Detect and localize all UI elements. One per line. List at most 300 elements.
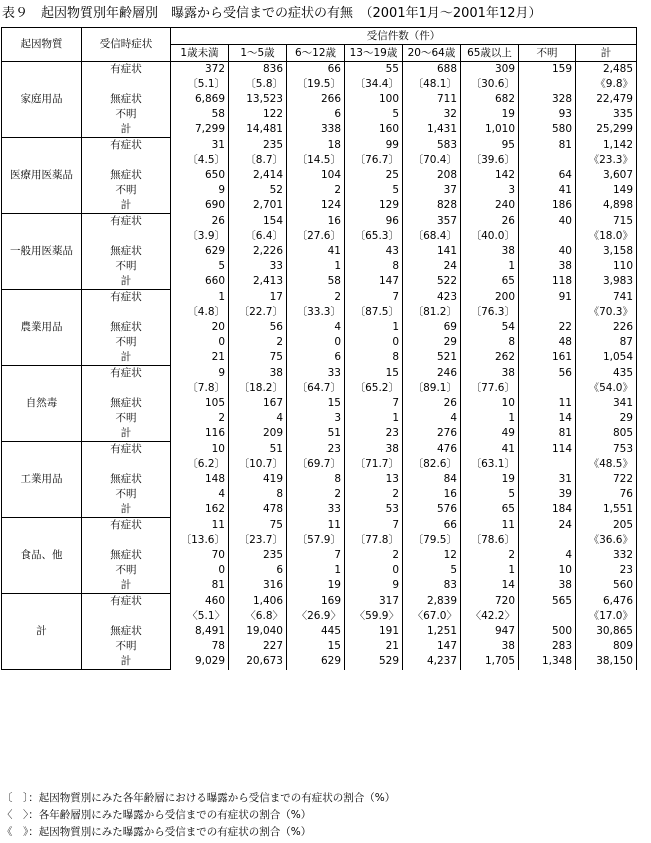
cell-value: 7 <box>392 290 399 303</box>
cell-value: 629 <box>204 244 225 257</box>
cell-value: 688 <box>436 63 457 75</box>
cell-value: 2 <box>508 548 515 561</box>
cell-value: 49 <box>501 426 515 439</box>
cell-value: 56 <box>558 366 572 379</box>
cell-value: 583 <box>436 138 457 151</box>
cell-value <box>519 229 572 244</box>
value-cell <box>229 594 287 670</box>
cell-value: 24 <box>558 518 572 531</box>
category-label: 医療用医薬品 <box>2 138 82 214</box>
cell-value: 147 <box>378 274 399 287</box>
cell-value: 96 <box>385 214 399 227</box>
header-age: 13～19歳 <box>345 45 403 62</box>
symptom-label <box>82 381 170 396</box>
cell-value: 114 <box>551 442 572 455</box>
value-cell <box>229 442 287 518</box>
cell-value: 〔18.2〕 <box>238 381 283 394</box>
cell-value: 33 <box>327 366 341 379</box>
cell-value: 《18.0》 <box>588 229 633 242</box>
cell-value: 8,491 <box>194 624 225 637</box>
value-cell <box>576 214 637 290</box>
cell-value: 2,226 <box>252 244 283 257</box>
cell-value: 84 <box>443 472 457 485</box>
value-cell <box>403 366 461 442</box>
cell-value: 〔70.4〕 <box>412 153 457 166</box>
cell-value: 38,150 <box>596 654 633 667</box>
cell-value: 8 <box>392 350 399 363</box>
category-label: 食品、他 <box>2 518 82 594</box>
cell-value: 4,898 <box>602 198 633 211</box>
cell-value: 〈6.8〉 <box>245 609 283 622</box>
cell-value: 317 <box>378 594 399 607</box>
value-cell <box>345 138 403 214</box>
cell-value: 2,701 <box>252 198 283 211</box>
cell-value: 13 <box>385 472 399 485</box>
cell-value: 629 <box>320 654 341 667</box>
cell-value: 38 <box>501 366 515 379</box>
cell-value: 660 <box>204 274 225 287</box>
cell-value: 445 <box>320 624 341 637</box>
value-cell <box>345 594 403 670</box>
cell-value: 56 <box>269 320 283 333</box>
category-label: 家庭用品 <box>2 62 82 138</box>
cell-value: 〔6.2〕 <box>187 457 225 470</box>
cell-value: 14,481 <box>246 123 283 135</box>
cell-value: 235 <box>262 548 283 561</box>
cell-value: 148 <box>204 472 225 485</box>
cell-value: 2 <box>392 487 399 500</box>
value-cell <box>171 62 229 138</box>
value-cell <box>287 214 345 290</box>
cell-value: 0 <box>392 563 399 576</box>
cell-value: 83 <box>443 578 457 591</box>
cell-value: 149 <box>612 183 633 196</box>
symptom-label: 計 <box>120 503 132 515</box>
cell-value <box>519 457 572 472</box>
cell-value: 65 <box>501 502 515 515</box>
category-label: 農業用品 <box>2 290 82 366</box>
cell-value: 7 <box>392 396 399 409</box>
value-cell <box>403 290 461 366</box>
cell-value: 2,414 <box>252 168 283 181</box>
cell-value: 《9.8》 <box>595 78 633 90</box>
symptom-label <box>82 229 170 244</box>
symptom-labels <box>82 366 171 442</box>
cell-value: 266 <box>320 93 341 105</box>
cell-value: 124 <box>320 198 341 211</box>
cell-value: 1 <box>334 563 341 576</box>
cell-value: 1 <box>508 259 515 272</box>
value-cell <box>229 366 287 442</box>
cell-value: 〔76.7〕 <box>354 153 399 166</box>
cell-value: 11 <box>558 396 572 409</box>
cell-value: 2 <box>276 335 283 348</box>
cell-value: 58 <box>327 274 341 287</box>
cell-value: 17 <box>269 290 283 303</box>
cell-value: 81 <box>558 426 572 439</box>
cell-value: 650 <box>204 168 225 181</box>
cell-value: 460 <box>204 594 225 607</box>
cell-value: 2,839 <box>426 594 457 607</box>
cell-value: 41 <box>558 183 572 196</box>
cell-value: 805 <box>612 426 633 439</box>
value-cell <box>345 62 403 138</box>
symptom-label: 計 <box>120 351 132 363</box>
value-cell <box>287 366 345 442</box>
cell-value: 7,299 <box>194 123 225 135</box>
cell-value: 3,607 <box>602 168 633 181</box>
cell-value: 711 <box>436 93 457 105</box>
value-cell <box>576 442 637 518</box>
cell-value: 《23.3》 <box>588 153 633 166</box>
cell-value: 〔14.5〕 <box>296 153 341 166</box>
cell-value: 9,029 <box>194 654 225 667</box>
cell-value: 〔57.9〕 <box>296 533 341 546</box>
cell-value: 6,476 <box>602 594 633 607</box>
table-row <box>2 62 637 138</box>
cell-value: 55 <box>385 63 399 75</box>
cell-value: 11 <box>327 518 341 531</box>
cell-value: 4 <box>218 487 225 500</box>
cell-value: 58 <box>211 108 225 120</box>
cell-value: 38 <box>269 366 283 379</box>
cell-value: 722 <box>612 472 633 485</box>
symptom-labels <box>82 442 171 518</box>
cell-value: 70 <box>211 548 225 561</box>
cell-value: 19 <box>501 472 515 485</box>
cell-value: 〔40.0〕 <box>470 229 515 242</box>
cell-value: 26 <box>443 396 457 409</box>
note-bracket: 〔 〕：起因物質別にみた各年齢層における曝露から受信までの有症状の割合（%） <box>2 792 396 804</box>
cell-value: 16 <box>443 487 457 500</box>
cell-value: 162 <box>204 502 225 515</box>
value-cell <box>229 138 287 214</box>
cell-value: 〈26.9〉 <box>296 609 341 622</box>
cell-value: 26 <box>501 214 515 227</box>
cell-value: 81 <box>558 138 572 151</box>
symptom-label: 有症状 <box>110 519 142 531</box>
cell-value: 521 <box>436 350 457 363</box>
cell-value: 208 <box>436 168 457 181</box>
cell-value: 2,413 <box>252 274 283 287</box>
cell-value <box>519 153 572 168</box>
cell-value: 21 <box>385 639 399 652</box>
cell-value: 6,869 <box>194 93 225 105</box>
cell-value: 328 <box>551 93 572 105</box>
symptom-label <box>82 609 170 624</box>
cell-value: 4 <box>276 411 283 424</box>
cell-value: 580 <box>551 123 572 135</box>
cell-value: 41 <box>501 442 515 455</box>
cell-value: 64 <box>558 168 572 181</box>
cell-value: 38 <box>501 244 515 257</box>
cell-value: 95 <box>501 138 515 151</box>
cell-value: 335 <box>612 108 633 120</box>
cell-value: 419 <box>262 472 283 485</box>
cell-value: 〔13.6〕 <box>180 533 225 546</box>
symptom-label: 無症状 <box>110 473 142 485</box>
cell-value: 〔22.7〕 <box>238 305 283 318</box>
value-cell <box>287 442 345 518</box>
value-cell <box>345 366 403 442</box>
cell-value: 65 <box>501 274 515 287</box>
cell-value: 31 <box>211 138 225 151</box>
value-cell <box>576 290 637 366</box>
cell-value: 〔8.7〕 <box>245 153 283 166</box>
value-cell <box>403 62 461 138</box>
value-cell <box>461 214 519 290</box>
cell-value: 309 <box>494 63 515 75</box>
cell-value: 99 <box>385 138 399 151</box>
cell-value: 38 <box>385 442 399 455</box>
cell-value: 0 <box>392 335 399 348</box>
cell-value: 3,983 <box>602 274 633 287</box>
cell-value: 38 <box>558 259 572 272</box>
cell-value: 51 <box>269 442 283 455</box>
value-cell <box>576 518 637 594</box>
symptom-label: 計 <box>120 427 132 439</box>
symptom-label: 不明 <box>115 640 137 652</box>
cell-value: 40 <box>558 214 572 227</box>
cell-value: 167 <box>262 396 283 409</box>
cell-value: 22 <box>558 320 572 333</box>
cell-value: 〔5.8〕 <box>245 78 283 90</box>
value-cell <box>461 62 519 138</box>
cell-value: 23 <box>327 442 341 455</box>
table-row <box>2 290 637 366</box>
category-label: 工業用品 <box>2 442 82 518</box>
symptom-label: 計 <box>120 655 132 667</box>
cell-value: 6 <box>334 350 341 363</box>
cell-value: 54 <box>501 320 515 333</box>
cell-value: 〔48.1〕 <box>412 78 457 90</box>
cell-value: 105 <box>204 396 225 409</box>
symptom-label: 無症状 <box>110 169 142 181</box>
header-age: 1～5歳 <box>229 45 287 62</box>
cell-value: 14 <box>501 578 515 591</box>
value-cell <box>403 214 461 290</box>
symptom-label <box>82 77 170 92</box>
cell-value: 37 <box>443 183 457 196</box>
cell-value: 25,299 <box>596 123 633 135</box>
cell-value: 7 <box>392 518 399 531</box>
value-cell <box>171 518 229 594</box>
cell-value: 19 <box>501 108 515 120</box>
cell-value: 〔30.6〕 <box>470 78 515 90</box>
cell-value: 75 <box>269 350 283 363</box>
cell-value: 91 <box>558 290 572 303</box>
header-age: 20～64歳 <box>403 45 461 62</box>
category-label: 計 <box>2 594 82 670</box>
cell-value: 186 <box>551 198 572 211</box>
symptom-labels <box>82 214 171 290</box>
header-age: 1歳未満 <box>171 45 229 62</box>
cell-value: 《54.0》 <box>588 381 633 394</box>
cell-value: 21 <box>211 350 225 363</box>
cell-value: 48 <box>558 335 572 348</box>
cell-value: 33 <box>269 259 283 272</box>
cell-value: 〔76.3〕 <box>470 305 515 318</box>
cell-value: 33 <box>327 502 341 515</box>
cell-value: 〔3.9〕 <box>187 229 225 242</box>
cell-value: 9 <box>218 183 225 196</box>
cell-value: 2 <box>392 548 399 561</box>
cell-value: 0 <box>334 335 341 348</box>
cell-value: 75 <box>269 518 283 531</box>
cell-value: 3 <box>508 183 515 196</box>
cell-value: 〔33.3〕 <box>296 305 341 318</box>
table-title: 表９ 起因物質別年齢層別 曝露から受信までの症状の有無 （2001年1月～2001年12月） <box>2 6 542 21</box>
symptom-label: 計 <box>120 579 132 591</box>
cell-value: 51 <box>327 426 341 439</box>
cell-value: 11 <box>501 518 515 531</box>
symptom-label: 有症状 <box>110 63 142 75</box>
cell-value: 〔23.7〕 <box>238 533 283 546</box>
cell-value: 5 <box>392 183 399 196</box>
cell-value: 435 <box>612 366 633 379</box>
cell-value: 0 <box>218 335 225 348</box>
symptom-label: 有症状 <box>110 215 142 227</box>
cell-value: 160 <box>378 123 399 135</box>
value-cell <box>519 442 576 518</box>
cell-value: 2 <box>334 290 341 303</box>
cell-value: 29 <box>619 411 633 424</box>
value-cell <box>519 594 576 670</box>
value-cell <box>576 366 637 442</box>
cell-value: 205 <box>612 518 633 531</box>
cell-value: 276 <box>436 426 457 439</box>
symptom-label <box>82 533 170 548</box>
header-age: 6～12歳 <box>287 45 345 62</box>
cell-value: 81 <box>211 578 225 591</box>
cell-value: 《17.0》 <box>588 609 633 622</box>
cell-value: 20 <box>211 320 225 333</box>
cell-value: 《48.5》 <box>588 457 633 470</box>
value-cell <box>287 62 345 138</box>
cell-value: 〈42.2〉 <box>470 609 515 622</box>
value-cell <box>345 442 403 518</box>
cell-value: 66 <box>327 63 341 75</box>
cell-value: 〔4.8〕 <box>187 305 225 318</box>
cell-value: 1,142 <box>602 138 633 151</box>
value-cell <box>345 214 403 290</box>
cell-value: 32 <box>443 108 457 120</box>
value-cell <box>576 594 637 670</box>
cell-value: 100 <box>378 93 399 105</box>
cell-value: 93 <box>558 108 572 120</box>
cell-value: 5 <box>508 487 515 500</box>
category-label: 一般用医薬品 <box>2 214 82 290</box>
cell-value: 357 <box>436 214 457 227</box>
cell-value: 1 <box>508 411 515 424</box>
symptom-label: 不明 <box>115 336 137 348</box>
symptom-label: 無症状 <box>110 321 142 333</box>
cell-value: 19 <box>327 578 341 591</box>
cell-value: 283 <box>551 639 572 652</box>
cell-value: 4 <box>334 320 341 333</box>
value-cell <box>171 594 229 670</box>
symptom-labels <box>82 290 171 366</box>
cell-value: 6 <box>334 108 341 120</box>
table-row <box>2 138 637 214</box>
symptom-label: 無症状 <box>110 549 142 561</box>
cell-value: 〔19.5〕 <box>296 78 341 90</box>
cell-value: 〔7.8〕 <box>187 381 225 394</box>
cell-value: 262 <box>494 350 515 363</box>
cell-value: 341 <box>612 396 633 409</box>
value-cell <box>519 138 576 214</box>
cell-value: 〔79.5〕 <box>412 533 457 546</box>
cell-value: 〔69.7〕 <box>296 457 341 470</box>
cell-value: 129 <box>378 198 399 211</box>
cell-value: 682 <box>494 93 515 105</box>
cell-value: 〔10.7〕 <box>238 457 283 470</box>
symptom-label: 無症状 <box>110 625 142 637</box>
cell-value: 30,865 <box>596 624 633 637</box>
cell-value: 500 <box>551 624 572 637</box>
cell-value: 1,010 <box>484 123 515 135</box>
cell-value: 5 <box>392 108 399 120</box>
cell-value: 476 <box>436 442 457 455</box>
cell-value: 76 <box>619 487 633 500</box>
value-cell <box>461 518 519 594</box>
cell-value: 29 <box>443 335 457 348</box>
value-cell <box>287 290 345 366</box>
cell-value: 720 <box>494 594 515 607</box>
value-cell <box>576 138 637 214</box>
cell-value: 3,158 <box>602 244 633 257</box>
notes <box>2 790 395 841</box>
cell-value: 〔77.6〕 <box>470 381 515 394</box>
symptom-label: 不明 <box>115 488 137 500</box>
cell-value: 《70.3》 <box>588 305 633 318</box>
cell-value: 836 <box>262 63 283 75</box>
cell-value: 372 <box>204 63 225 75</box>
cell-value: 10 <box>211 442 225 455</box>
cell-value: 147 <box>436 639 457 652</box>
cell-value: 〔4.5〕 <box>187 153 225 166</box>
value-cell <box>519 290 576 366</box>
cell-value: 19,040 <box>246 624 283 637</box>
value-cell <box>519 366 576 442</box>
cell-value: 23 <box>619 563 633 576</box>
cell-value: 200 <box>494 290 515 303</box>
symptom-label: 不明 <box>115 260 137 272</box>
cell-value: 5 <box>450 563 457 576</box>
cell-value: 〔5.1〕 <box>187 78 225 90</box>
table-row <box>2 518 637 594</box>
cell-value: 1 <box>392 411 399 424</box>
symptom-label: 有症状 <box>110 291 142 303</box>
cell-value: 〈59.9〉 <box>354 609 399 622</box>
cell-value: 12 <box>443 548 457 561</box>
cell-value <box>519 533 572 548</box>
cell-value: 116 <box>204 426 225 439</box>
cell-value: 26 <box>211 214 225 227</box>
cell-value: 38 <box>558 578 572 591</box>
symptom-label: 有症状 <box>110 367 142 379</box>
cell-value: 110 <box>612 259 633 272</box>
cell-value: 78 <box>211 639 225 652</box>
cell-value: 〔27.6〕 <box>296 229 341 242</box>
cell-value: 31 <box>558 472 572 485</box>
cell-value: 66 <box>443 518 457 531</box>
cell-value: 〈5.1〉 <box>187 609 225 622</box>
cell-value: 3 <box>334 411 341 424</box>
cell-value: 15 <box>327 639 341 652</box>
cell-value: 690 <box>204 198 225 211</box>
cell-value: 39 <box>558 487 572 500</box>
